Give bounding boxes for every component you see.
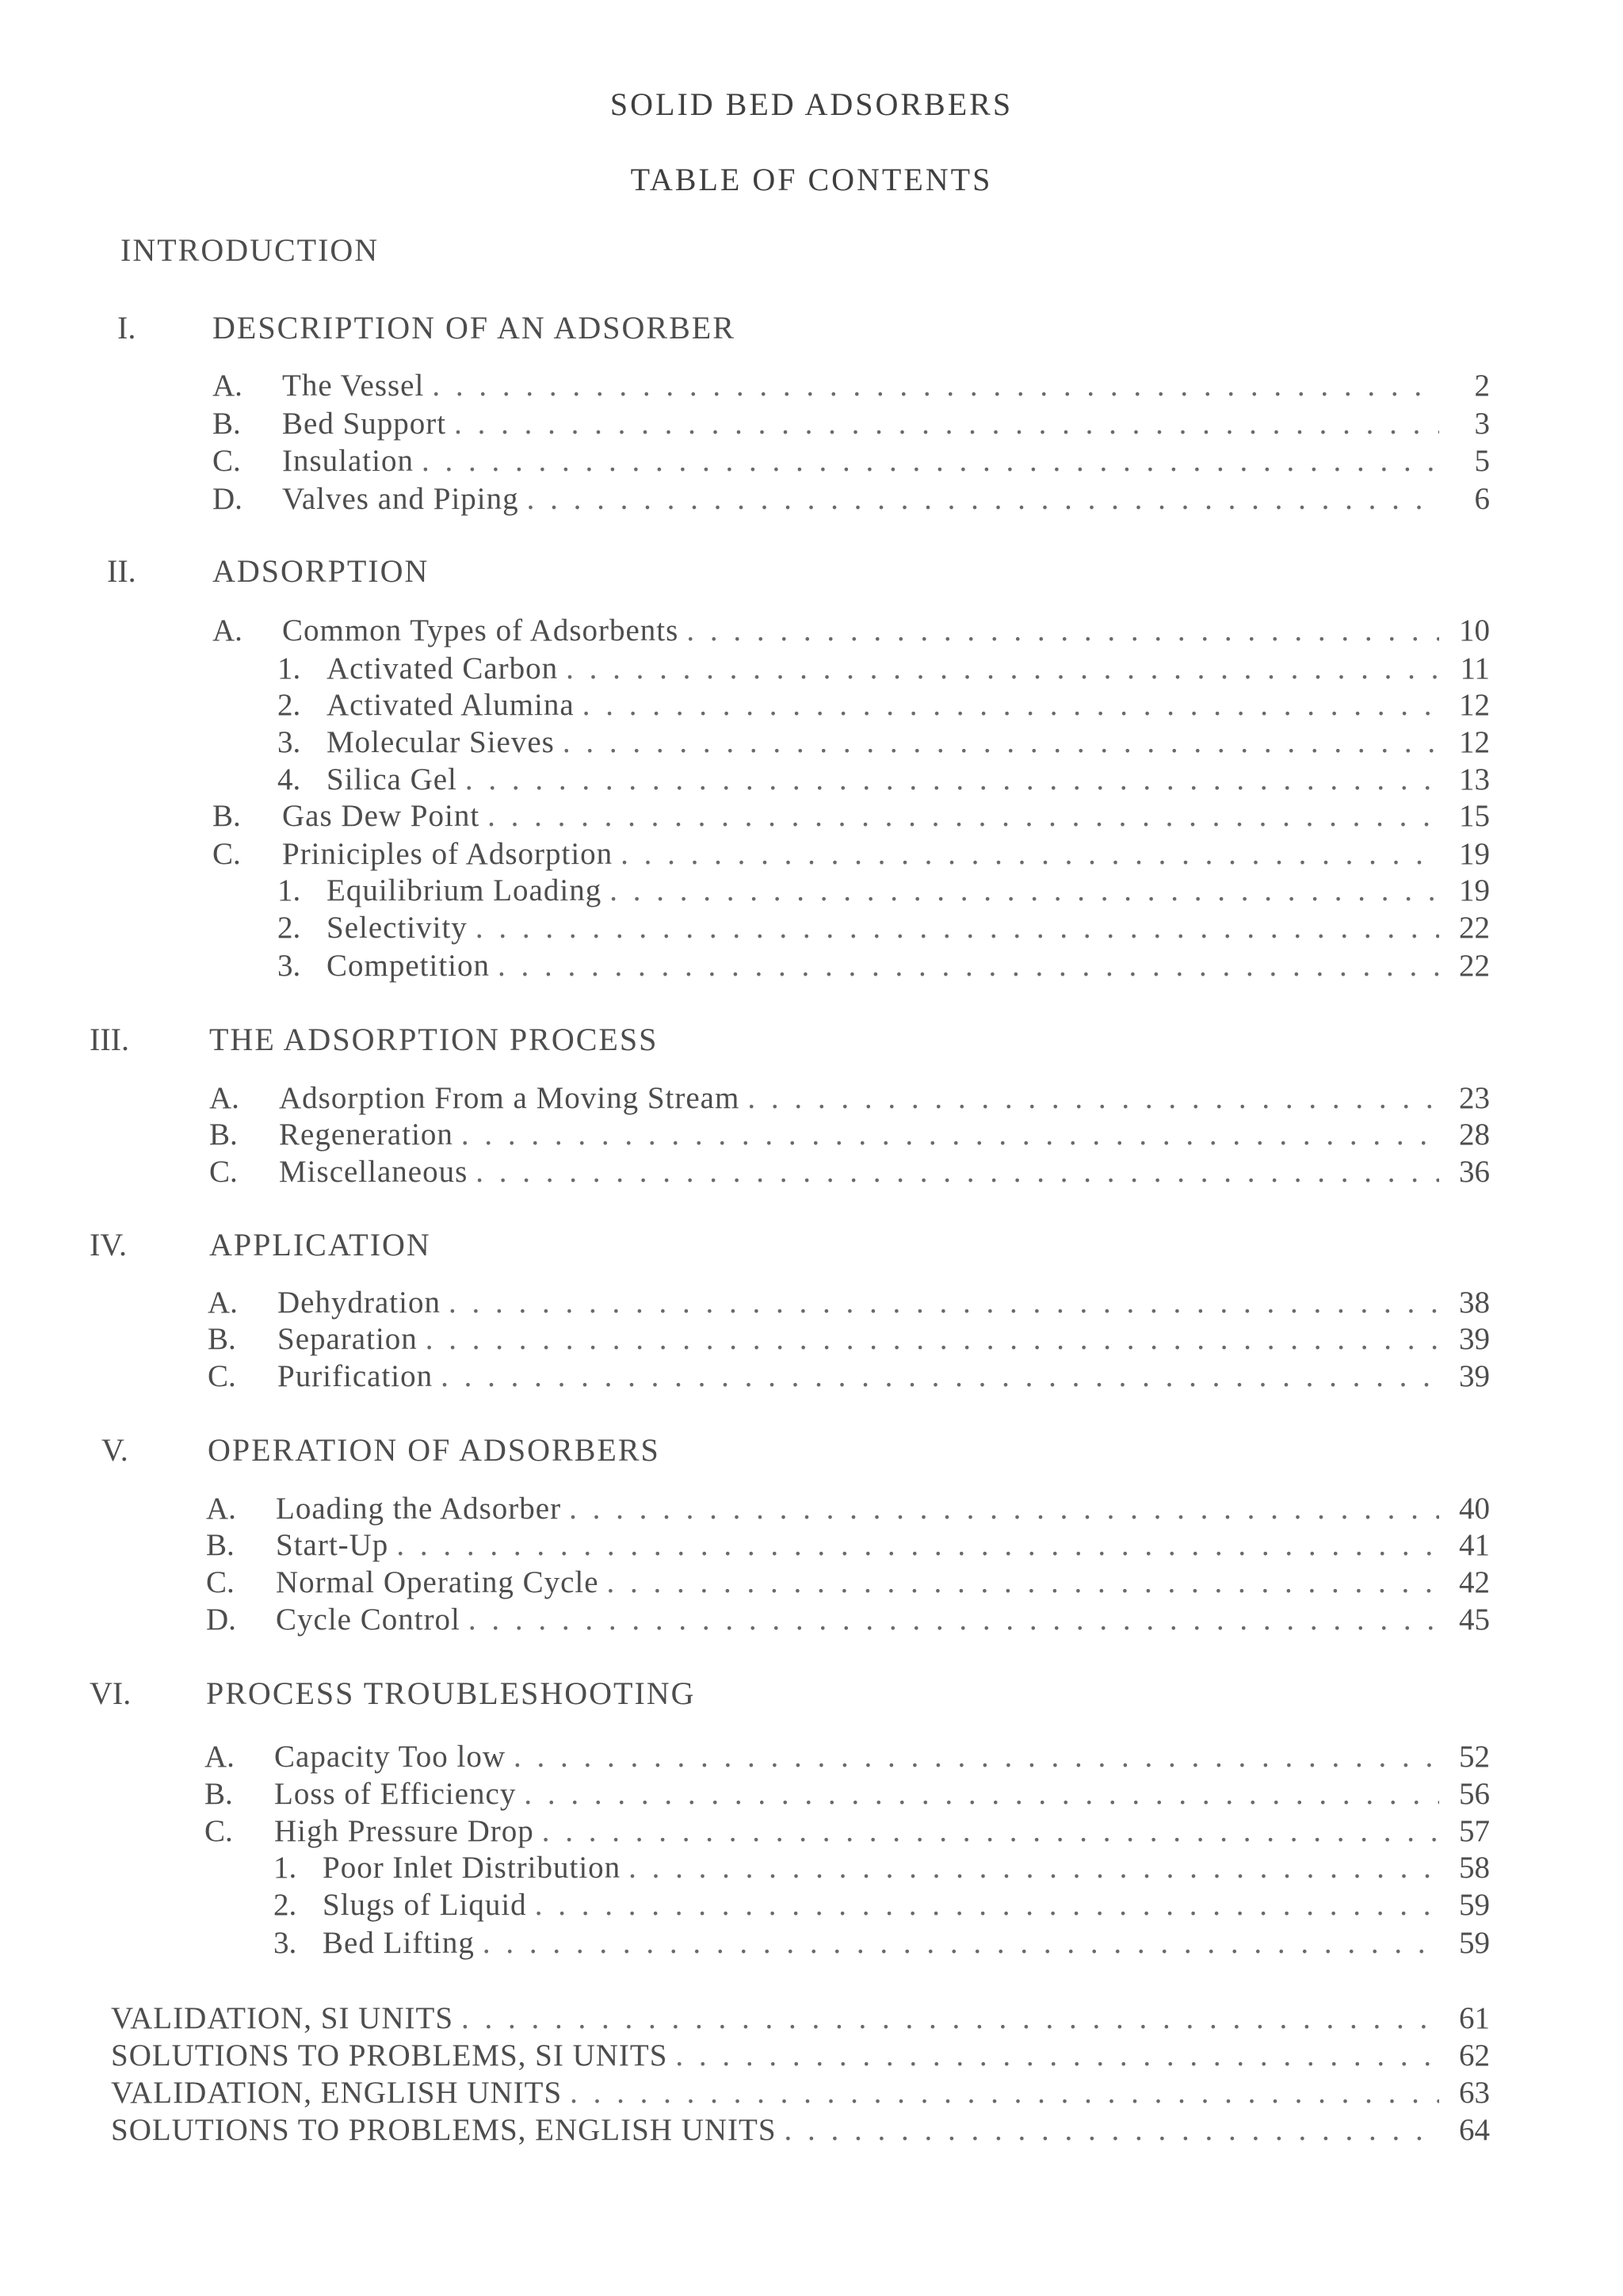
section-title: ADSORPTION <box>212 553 430 589</box>
dot-leader <box>514 1738 1439 1776</box>
toc-entry[interactable] <box>212 835 1490 873</box>
toc-entry[interactable] <box>212 797 1490 835</box>
dot-leader <box>582 686 1439 724</box>
page-number: 6 <box>1474 482 1490 516</box>
toc-entry[interactable] <box>212 405 1490 443</box>
entry-marker: 2. <box>277 688 301 722</box>
page-number: 3 <box>1474 407 1490 441</box>
entry-title: Poor Inlet Distribution <box>323 1851 621 1885</box>
toc-subentry[interactable] <box>277 872 1490 910</box>
dot-leader <box>609 872 1439 910</box>
dot-leader <box>454 405 1439 443</box>
dot-leader <box>628 1849 1439 1887</box>
section-numeral: V. <box>101 1432 128 1468</box>
entry-title: High Pressure Drop <box>274 1814 534 1848</box>
dot-leader <box>524 1775 1439 1813</box>
toc-subentry[interactable] <box>277 650 1490 688</box>
dot-leader <box>675 2037 1439 2075</box>
dot-leader <box>483 1924 1439 1962</box>
entry-marker: 2. <box>273 1888 297 1922</box>
page-number: 38 <box>1459 1286 1490 1320</box>
page-number: 62 <box>1459 2038 1490 2073</box>
entry-title: Capacity Too low <box>274 1740 506 1774</box>
page-number: 13 <box>1459 762 1490 797</box>
toc-entry[interactable] <box>209 1079 1490 1117</box>
entry-title: Activated Alumina <box>327 688 575 722</box>
page-number: 42 <box>1459 1565 1490 1599</box>
entry-title: Bed Support <box>282 407 447 441</box>
page-number: 23 <box>1459 1081 1490 1115</box>
dot-leader <box>461 1116 1439 1154</box>
page-number: 22 <box>1459 911 1490 945</box>
toc-entry[interactable] <box>208 1284 1490 1322</box>
entry-marker: A. <box>204 1740 235 1774</box>
toc-entry[interactable] <box>212 442 1490 480</box>
entry-marker: A. <box>212 369 242 403</box>
entry-marker: A. <box>208 1286 238 1320</box>
entry-marker: C. <box>204 1814 233 1848</box>
entry-marker: 4. <box>277 762 301 797</box>
dot-leader <box>563 724 1439 762</box>
toc-entry[interactable] <box>204 1738 1490 1776</box>
toc-entry[interactable] <box>206 1490 1490 1528</box>
entry-title: Selectivity <box>327 911 468 945</box>
dot-leader <box>449 1284 1439 1322</box>
toc-subentry[interactable] <box>277 686 1490 724</box>
entry-marker: A. <box>209 1081 239 1115</box>
entry-marker: B. <box>209 1117 238 1152</box>
page-number: 39 <box>1459 1322 1490 1356</box>
entry-marker: 1. <box>277 651 301 686</box>
entry-title: Molecular Sieves <box>327 725 555 759</box>
entry-marker: 3. <box>277 949 301 983</box>
dot-leader <box>475 1153 1439 1191</box>
toc-subentry[interactable] <box>273 1886 1490 1924</box>
entry-title: Separation <box>277 1322 418 1356</box>
page-number: 2 <box>1474 369 1490 403</box>
dot-leader <box>747 1079 1439 1117</box>
dot-leader <box>542 1813 1439 1851</box>
entry-marker: B. <box>212 407 241 441</box>
dot-leader <box>487 797 1439 835</box>
page-number: 58 <box>1459 1851 1490 1885</box>
appendix-title: VALIDATION, ENGLISH UNITS <box>111 2076 563 2110</box>
page-number: 41 <box>1459 1528 1490 1562</box>
page-number: 59 <box>1459 1926 1490 1960</box>
section-title: DESCRIPTION OF AN ADSORBER <box>212 310 735 346</box>
entry-marker: C. <box>212 837 241 871</box>
entry-title: Competition <box>327 949 490 983</box>
dot-leader <box>527 480 1439 518</box>
entry-marker: D. <box>212 482 242 516</box>
entry-marker: 1. <box>273 1851 297 1885</box>
page-number: 52 <box>1459 1740 1490 1774</box>
dot-leader <box>570 2074 1439 2112</box>
page-number: 19 <box>1459 837 1490 871</box>
entry-marker: A. <box>212 613 242 648</box>
page-number: 11 <box>1460 651 1490 686</box>
appendix-entry[interactable] <box>111 2074 1490 2112</box>
page-number: 45 <box>1459 1603 1490 1637</box>
page-number: 12 <box>1459 688 1490 722</box>
toc-subentry[interactable] <box>277 761 1490 799</box>
page-number: 57 <box>1459 1814 1490 1848</box>
section-numeral: VI. <box>90 1675 132 1711</box>
dot-leader <box>535 1886 1439 1924</box>
entry-title: Adsorption From a Moving Stream <box>279 1081 740 1115</box>
page-number: 64 <box>1459 2113 1490 2147</box>
entry-marker: C. <box>208 1359 236 1393</box>
dot-leader <box>621 835 1439 873</box>
dot-leader <box>785 2111 1439 2149</box>
toc-entry[interactable] <box>212 367 1490 405</box>
dot-leader <box>465 761 1439 799</box>
dot-leader <box>566 650 1439 688</box>
dot-leader <box>461 2000 1439 2038</box>
page-number: 5 <box>1474 444 1490 478</box>
dot-leader <box>432 367 1439 405</box>
entry-title: Cycle Control <box>276 1603 460 1637</box>
page-number: 61 <box>1459 2001 1490 2035</box>
entry-marker: C. <box>212 444 241 478</box>
entry-title: Start-Up <box>276 1528 389 1562</box>
entry-marker: D. <box>206 1603 236 1637</box>
entry-title: Normal Operating Cycle <box>276 1565 599 1599</box>
toc-entry[interactable] <box>209 1116 1490 1154</box>
page-number: 12 <box>1459 725 1490 759</box>
toc-entry[interactable] <box>206 1564 1490 1602</box>
dot-leader <box>475 909 1439 947</box>
entry-marker: C. <box>209 1155 238 1189</box>
section-title: APPLICATION <box>209 1227 431 1263</box>
entry-marker: 3. <box>277 725 301 759</box>
page-number: 19 <box>1459 873 1490 907</box>
entry-title: Dehydration <box>277 1286 441 1320</box>
page-number: 63 <box>1459 2076 1490 2110</box>
toc-entry[interactable] <box>204 1813 1490 1851</box>
page-number: 36 <box>1459 1155 1490 1189</box>
entry-title: Gas Dew Point <box>282 799 480 833</box>
entry-title: Purification <box>277 1359 433 1393</box>
toc-entry[interactable] <box>212 612 1490 650</box>
section-title: PROCESS TROUBLESHOOTING <box>206 1675 696 1711</box>
entry-marker: B. <box>208 1322 236 1356</box>
dot-leader <box>396 1526 1439 1564</box>
page-number: 15 <box>1459 799 1490 833</box>
appendix-entry[interactable] <box>111 2111 1490 2149</box>
dot-leader <box>422 442 1439 480</box>
toc-subentry[interactable] <box>273 1924 1490 1962</box>
toc-entry[interactable] <box>206 1526 1490 1564</box>
dot-leader <box>686 612 1439 650</box>
entry-title: Valves and Piping <box>282 482 519 516</box>
page-number: 40 <box>1459 1492 1490 1526</box>
section-numeral: I. <box>117 310 136 346</box>
dot-leader <box>468 1601 1439 1639</box>
page-number: 22 <box>1459 949 1490 983</box>
entry-marker: 2. <box>277 911 301 945</box>
appendix-title: SOLUTIONS TO PROBLEMS, ENGLISH UNITS <box>111 2113 777 2147</box>
entry-title: Activated Carbon <box>327 651 559 686</box>
toc-entry[interactable] <box>208 1358 1490 1396</box>
section-title: OPERATION OF ADSORBERS <box>208 1432 660 1468</box>
entry-title: Common Types of Adsorbents <box>282 613 679 648</box>
entry-title: Regeneration <box>279 1117 453 1152</box>
section-numeral: III. <box>90 1022 129 1057</box>
introduction-heading: INTRODUCTION <box>120 232 380 268</box>
entry-title: Priniciples of Adsorption <box>282 837 613 871</box>
dot-leader <box>569 1490 1439 1528</box>
appendix-entry[interactable] <box>111 2000 1490 2038</box>
entry-marker: C. <box>206 1565 235 1599</box>
entry-marker: B. <box>206 1528 235 1562</box>
entry-title: Equilibrium Loading <box>327 873 602 907</box>
dot-leader <box>426 1320 1439 1358</box>
page-number: 59 <box>1459 1888 1490 1922</box>
entry-title: Silica Gel <box>327 762 457 797</box>
entry-marker: 1. <box>277 873 301 907</box>
toc-heading: TABLE OF CONTENTS <box>630 162 993 197</box>
page-number: 10 <box>1459 613 1490 648</box>
section-title: THE ADSORPTION PROCESS <box>209 1022 659 1057</box>
toc-entry[interactable] <box>206 1601 1490 1639</box>
entry-title: Bed Lifting <box>323 1926 475 1960</box>
entry-marker: 3. <box>273 1926 297 1960</box>
toc-entry[interactable] <box>204 1775 1490 1813</box>
toc-subentry[interactable] <box>277 947 1490 985</box>
page-number: 28 <box>1459 1117 1490 1152</box>
entry-title: Loading the Adsorber <box>276 1492 562 1526</box>
appendix-title: SOLUTIONS TO PROBLEMS, SI UNITS <box>111 2038 668 2073</box>
document-title: SOLID BED ADSORBERS <box>609 86 1014 122</box>
toc-entry[interactable] <box>208 1320 1490 1358</box>
entry-title: Insulation <box>282 444 414 478</box>
entry-title: Slugs of Liquid <box>323 1888 527 1922</box>
dot-leader <box>607 1564 1439 1602</box>
entry-marker: B. <box>204 1777 233 1811</box>
entry-marker: B. <box>212 799 241 833</box>
page-number: 56 <box>1459 1777 1490 1811</box>
toc-entry[interactable] <box>209 1153 1490 1191</box>
appendix-entry[interactable] <box>111 2037 1490 2075</box>
toc-entry[interactable] <box>212 480 1490 518</box>
toc-subentry[interactable] <box>277 724 1490 762</box>
entry-marker: A. <box>206 1492 236 1526</box>
entry-title: Miscellaneous <box>279 1155 468 1189</box>
entry-title: The Vessel <box>282 369 425 403</box>
section-numeral: II. <box>107 553 136 589</box>
toc-subentry[interactable] <box>277 909 1490 947</box>
toc-subentry[interactable] <box>273 1849 1490 1887</box>
entry-title: Loss of Efficiency <box>274 1777 517 1811</box>
page-number: 39 <box>1459 1359 1490 1393</box>
dot-leader <box>441 1358 1439 1396</box>
appendix-title: VALIDATION, SI UNITS <box>111 2001 454 2035</box>
section-numeral: IV. <box>90 1227 128 1263</box>
dot-leader <box>498 947 1439 985</box>
